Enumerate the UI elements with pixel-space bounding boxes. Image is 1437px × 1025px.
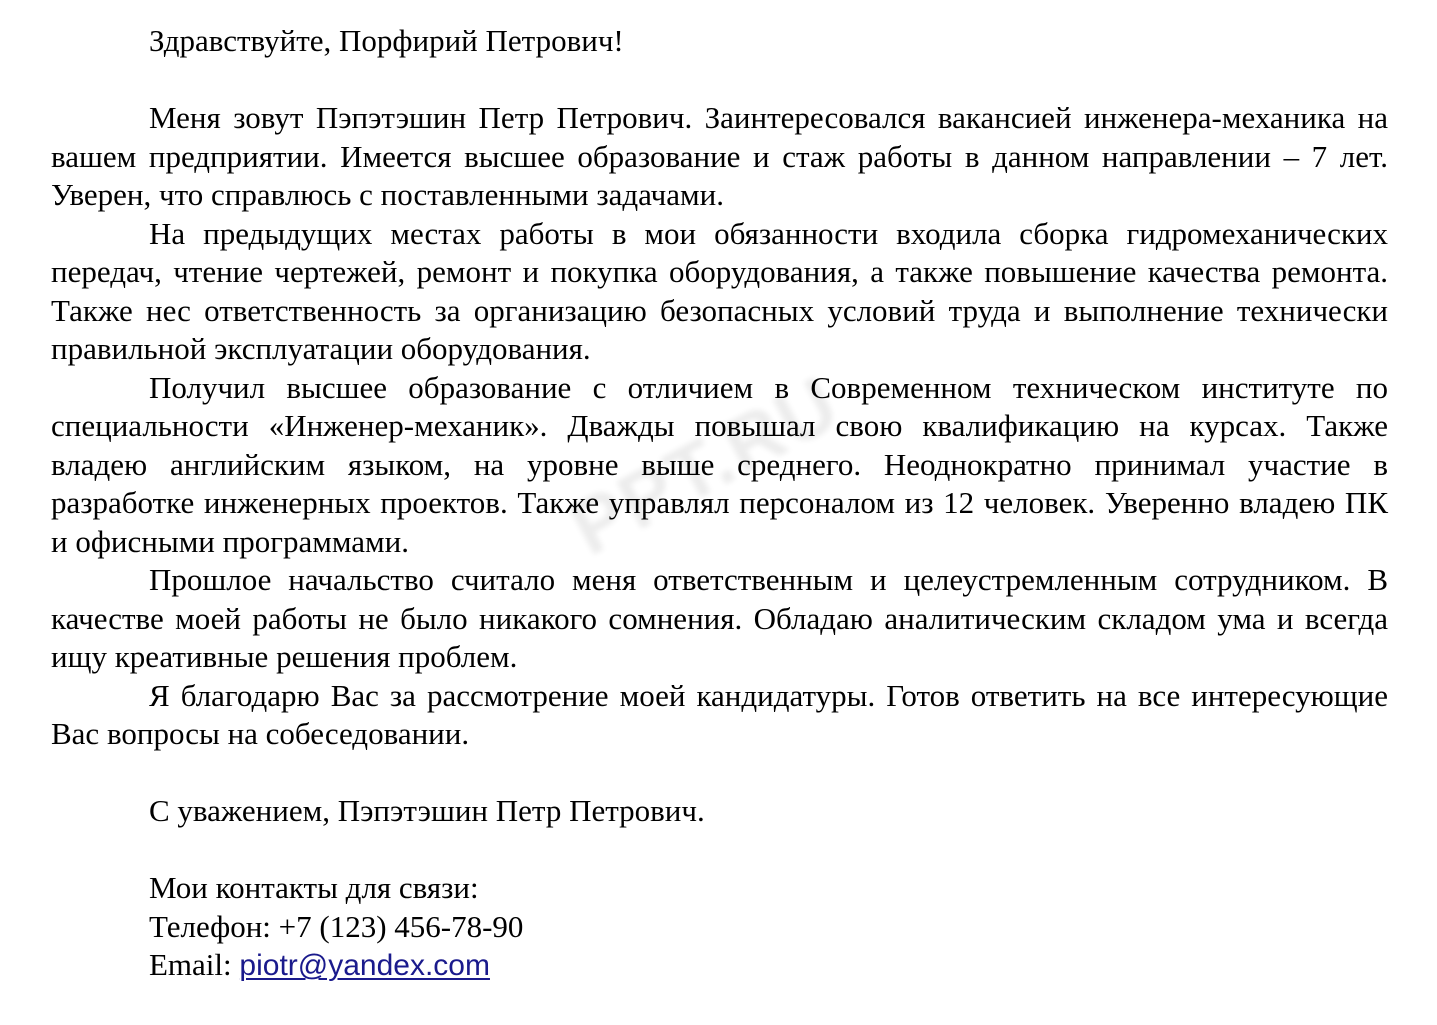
paragraph-personal-qualities: Прошлое начальство считало меня ответственным и целеустремленным сотрудником. В качестве моей работы не было никакого сомнения. Обладаю аналитическим складом ума и всегда ищу креативные решения проблем. (51, 562, 1388, 674)
closing-signature: С уважением, Пэпэтэшин Петр Петрович. (149, 793, 705, 828)
greeting: Здравствуйте, Порфирий Петрович! (149, 23, 624, 58)
spacer (51, 831, 1388, 870)
paragraph-education-skills: Получил высшее образование с отличием в Современном техническом институте по специальности «Инженер-механик». Дважды повышал свою квалификацию на курсах. Также владею английским языком, на уровне выше среднего. Неоднократно принимал участие в разработке инженерных проектов. Также управлял персоналом из 12 человек. Уверенно владею ПК и офисными программами. (51, 369, 1388, 559)
cover-letter-page (51, 22, 1388, 986)
email-line (149, 946, 1388, 986)
contacts-block (51, 869, 1388, 986)
contacts-heading: Мои контакты для связи: (149, 870, 479, 905)
paragraph-introduction: Меня зовут Пэпэтэшин Петр Петрович. Заинтересовался вакансией инженера-механика на вашем предприятии. Имеется высшее образование и стаж работы в данном направлении – 7 лет. Уверен, что справлюсь с поставленными задачами. (51, 100, 1388, 212)
spacer (51, 754, 1388, 793)
email-label: Email: (149, 947, 240, 982)
phone-line: Телефон: +7 (123) 456-78-90 (149, 908, 524, 944)
paragraph-thanks: Я благодарю Вас за рассмотрение моей кандидатуры. Готов ответить на все интересующие Вас вопросы на собеседовании. (51, 677, 1388, 751)
spacer (51, 61, 1388, 100)
watermark: PPT.RU (556, 358, 853, 572)
paragraph-previous-experience: На предыдущих местах работы в мои обязанности входила сборка гидромеханических передач, чтение чертежей, ремонт и покупка оборудования, а также повышение качества ремонта. Также нес ответственность за организацию безопасных условий труда и выполнение технически правильной эксплуатации оборудования. (51, 215, 1388, 366)
email-link[interactable]: piotr@yandex.com (239, 949, 490, 982)
